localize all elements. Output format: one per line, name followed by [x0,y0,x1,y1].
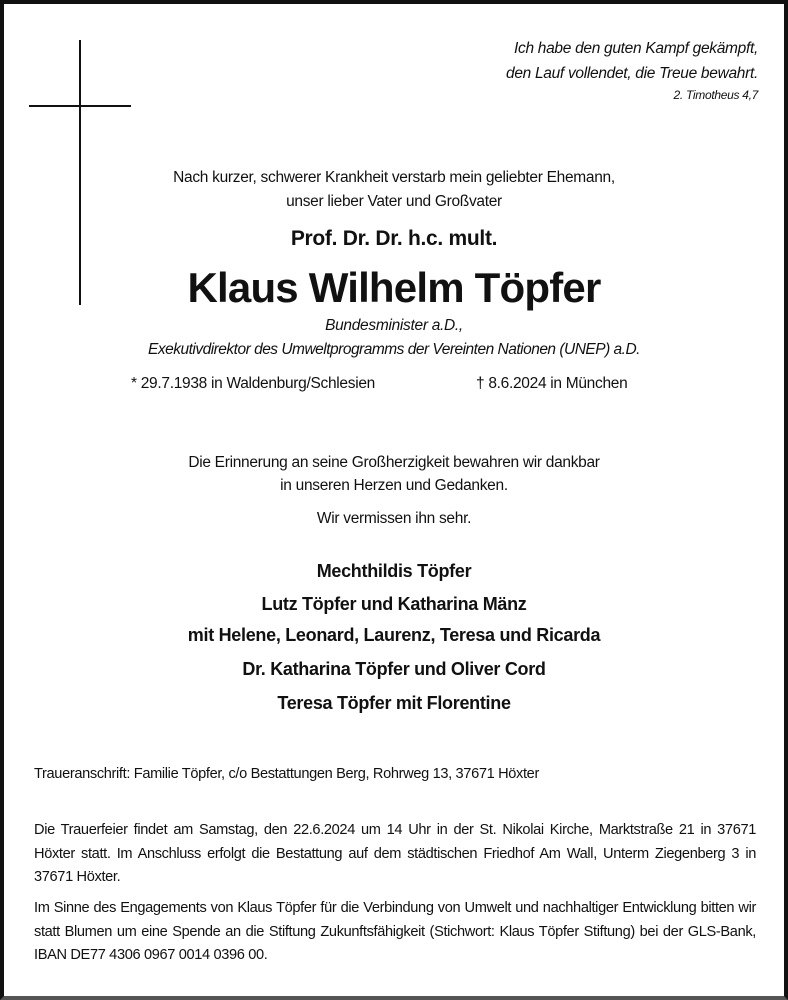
quote-line: Ich habe den guten Kampf gekämpft, [514,40,758,57]
birth-date: * 29.7.1938 in Waldenburg/Schlesien [131,375,375,392]
deceased-name: Klaus Wilhelm Töpfer [187,264,601,311]
quote-reference: 2. Timotheus 4,7 [673,88,758,102]
intro-line: Nach kurzer, schwerer Krankheit verstarb mein geliebter Ehemann, [173,169,615,186]
intro-line: unser lieber Vater und Großvater [286,193,502,210]
role-line: Exekutivdirektor des Umweltprogramms der Vereinten Nationen (UNEP) a.D. [148,341,640,358]
donation-paragraph: Im Sinne des Engagements von Klaus Töpfer für die Verbindung von Umwelt und nachhaltiger Entwicklung bitten wir statt Blumen um eine Spende an die Stiftung Zukunftsfähigkeit (Stichwort: Klaus Töpfer Stiftung) bei der GLS-Bank, IBAN DE77 4306 0967 0014 0396 00. [34,900,756,963]
remembrance-line: Die Erinnerung an seine Großherzigkeit bewahren wir dankbar [188,454,600,471]
remembrance-line: in unseren Herzen und Gedanken. [280,477,508,494]
quote-line: den Lauf vollendet, die Treue bewahrt. [506,65,758,82]
mourning-address: Traueranschrift: Familie Töpfer, c/o Bestattungen Berg, Rohrweg 13, 37671 Höxter [34,766,539,782]
family-member: Mechthildis Töpfer [316,561,472,581]
death-date: † 8.6.2024 in München [476,375,628,392]
miss-line: Wir vermissen ihn sehr. [316,510,472,527]
family-member: Lutz Töpfer und Katharina Mänz [261,594,527,614]
family-member: Teresa Töpfer mit Florentine [277,693,511,713]
family-member: Dr. Katharina Töpfer und Oliver Cord [242,659,546,679]
bible-quote [506,36,758,104]
family-member: mit Helene, Leonard, Laurenz, Teresa und Ricarda [187,625,601,645]
ceremony-paragraph: Die Trauerfeier findet am Samstag, den 22.6.2024 um 14 Uhr in der St. Nikolai Kirche, Marktstraße 21 in 37671 Höxter statt. Im Anschluss erfolgt die Bestattung auf dem städtischen Friedhof Am Wall, Unterm Ziegenberg 3 in 37671 Höxter. [34,822,756,885]
role-line: Bundesminister a.D., [325,317,463,334]
cross-icon-bar [29,105,131,107]
academic-title: Prof. Dr. Dr. h.c. mult. [290,227,498,250]
